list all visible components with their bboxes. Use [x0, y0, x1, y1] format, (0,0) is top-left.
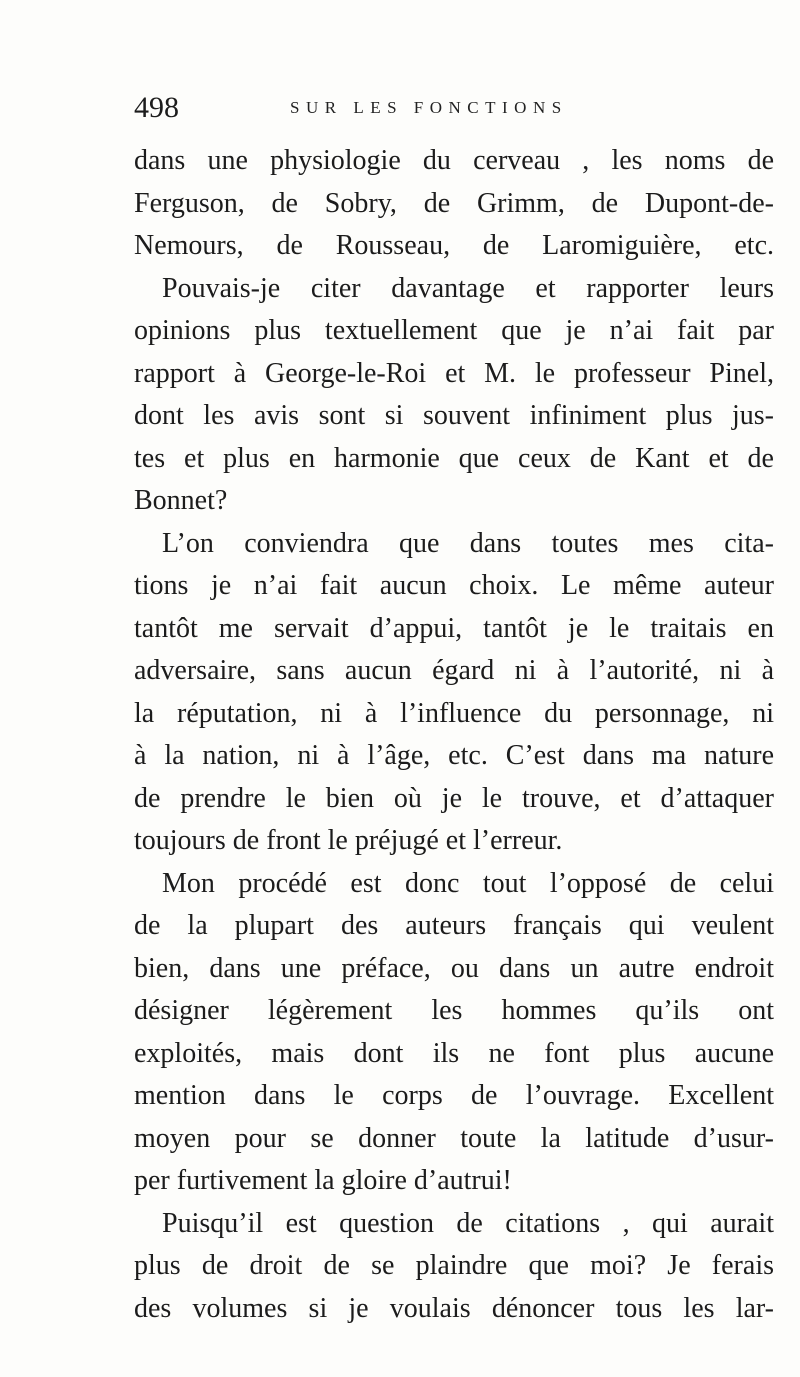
- body-text: [134, 140, 774, 1330]
- page-header: [134, 88, 754, 128]
- text-line: toujours de front le préjugé et l’erreur.: [134, 825, 563, 856]
- text-line: tantôt me servait d’appui, tantôt je le traitais en: [134, 612, 774, 644]
- text-line: adversaire, sans aucun égard ni à l’autorité, ni à: [134, 655, 774, 686]
- running-title: SUR LES FONCTIONS: [290, 98, 568, 117]
- text-line: Pouvais-je citer davantage et rapporter leurs: [162, 272, 774, 304]
- text-line: Nemours, de Rousseau, de Laromiguière, etc.: [134, 230, 774, 261]
- text-line: L’on conviendra que dans toutes mes cita-: [162, 527, 774, 559]
- text-line: exploités, mais dont ils ne font plus aucune: [134, 1037, 774, 1069]
- text-line: des volumes si je voulais dénoncer tous les lar-: [134, 1292, 774, 1324]
- text-line: tes et plus en harmonie que ceux de Kant et de: [134, 442, 774, 474]
- text-line: dont les avis sont si souvent infiniment plus jus-: [134, 400, 774, 431]
- text-line: la réputation, ni à l’influence du personnage, ni: [134, 697, 774, 729]
- text-line: mention dans le corps de l’ouvrage. Excellent: [134, 1080, 774, 1111]
- text-line: opinions plus textuellement que je n’ai fait par: [134, 315, 774, 346]
- text-line: de la plupart des auteurs français qui veulent: [134, 910, 774, 941]
- text-line: Bonnet?: [134, 485, 228, 516]
- text-line: Puisqu’il est question de citations , qui aurait: [162, 1207, 774, 1239]
- text-line: tions je n’ai fait aucun choix. Le même auteur: [134, 570, 774, 601]
- text-line: dans une physiologie du cerveau , les noms de: [134, 145, 774, 176]
- text-line: plus de droit de se plaindre que moi? Je ferais: [134, 1250, 774, 1281]
- text-line: moyen pour se donner toute la latitude d’usur-: [134, 1122, 774, 1154]
- text-line: Mon procédé est donc tout l’opposé de celui: [162, 867, 774, 899]
- text-line: bien, dans une préface, ou dans un autre endroit: [134, 952, 774, 984]
- text-line: per furtivement la gloire d’autrui!: [134, 1165, 512, 1196]
- text-line: à la nation, ni à l’âge, etc. C’est dans ma nature: [134, 740, 774, 771]
- text-line: de prendre le bien où je le trouve, et d’attaquer: [134, 782, 774, 814]
- text-line: rapport à George-le-Roi et M. le professeur Pinel,: [134, 357, 774, 389]
- text-line: désigner légèrement les hommes qu’ils ont: [134, 995, 774, 1026]
- page-number: 498: [134, 91, 179, 124]
- text-line: Ferguson, de Sobry, de Grimm, de Dupont-de-: [134, 187, 774, 219]
